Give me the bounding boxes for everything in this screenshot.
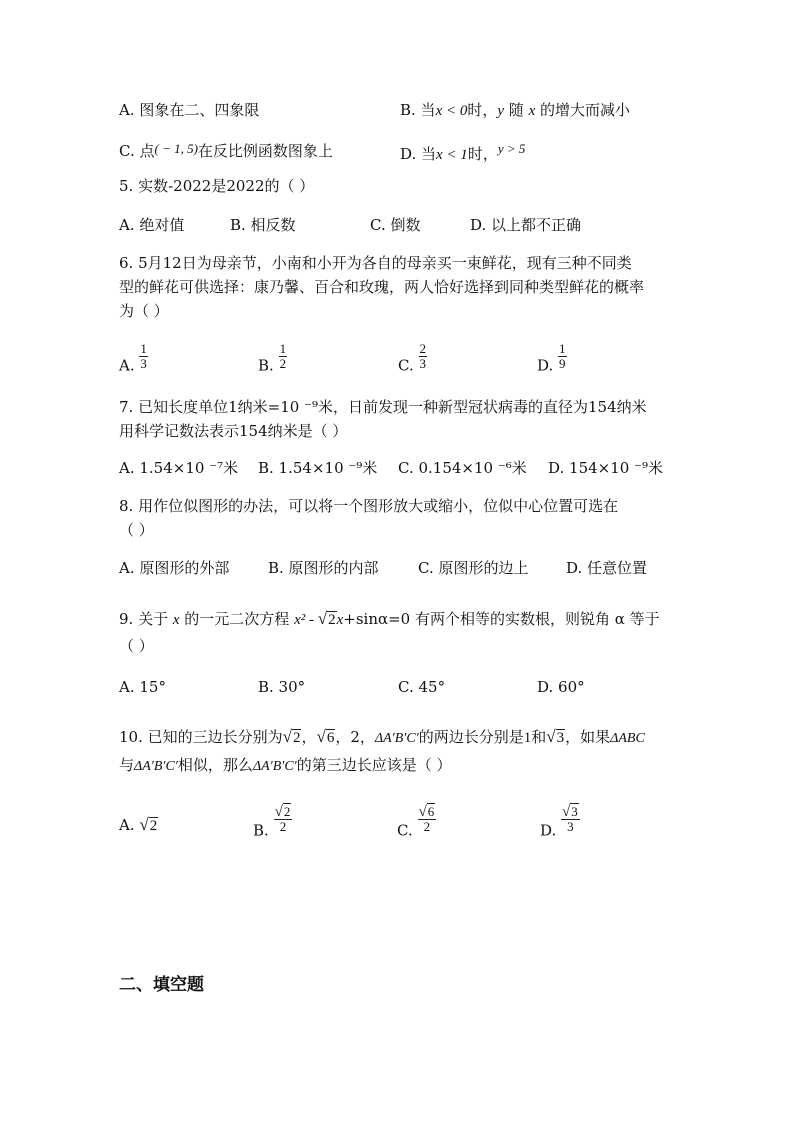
q9-option-d: D. 60° xyxy=(537,678,585,696)
fraction-denominator: 3 xyxy=(567,819,574,834)
q9-variable-x: x xyxy=(172,612,180,628)
q6-option-b-fraction xyxy=(279,342,288,371)
numerator-radicand: 3 xyxy=(571,804,578,819)
q10-option-d-fraction xyxy=(561,805,580,834)
q4-option-d-prefix: D. 当 xyxy=(400,145,437,163)
q10-triangle-1: ΔA′B′C′ xyxy=(374,731,419,746)
fraction-numerator: 2 xyxy=(419,341,426,356)
q4-option-b xyxy=(400,100,630,121)
q10-stem-line2 xyxy=(119,755,452,777)
q10-sep2: ，2， xyxy=(335,728,375,746)
q4-option-a-text: A. 图象在二、四象限 xyxy=(119,101,260,119)
q5-stem: 5. 实数-2022是2022的（ ） xyxy=(119,177,315,195)
q10-mid: 的两边长分别是 xyxy=(418,728,524,746)
q10-line2-prefix: 与 xyxy=(119,756,135,774)
q4-option-d-math: x < 1 xyxy=(436,147,468,163)
q7-option-c: C. 0.154×10 ⁻⁶米 xyxy=(398,459,527,477)
q9-equation-part3: +sinα=0 xyxy=(343,610,411,628)
q6-option-d-label: D. xyxy=(537,356,554,375)
q10-option-b-fraction xyxy=(274,805,293,834)
q9-option-b: B. 30° xyxy=(258,678,306,696)
q10-mid2: ，如果 xyxy=(565,728,611,746)
q4-option-b-math: x < 0 xyxy=(435,103,468,119)
q8-option-c: C. 原图形的边上 xyxy=(418,559,529,577)
q6-option-c-fraction xyxy=(419,342,428,371)
q9-prefix: 9. 关于 xyxy=(119,610,173,628)
numerator-radicand: 6 xyxy=(427,804,435,819)
q4-option-b-prefix: B. 当 xyxy=(400,101,436,119)
q8-option-a: A. 原图形的外部 xyxy=(119,559,230,577)
fraction-denominator: 3 xyxy=(140,356,147,371)
q10-option-a-sqrt: √2 xyxy=(139,815,158,834)
q6-option-a-fraction xyxy=(139,342,148,371)
q6-option-a-label: A. xyxy=(119,356,135,375)
q4-option-d-mid: 时， xyxy=(467,145,498,163)
q10-line2-suffix: 的第三边长应该是（ ） xyxy=(296,756,452,774)
fraction-numerator xyxy=(418,805,437,820)
q10-prefix: 10. 已知的三边长分别为 xyxy=(119,728,283,746)
q4-option-c xyxy=(119,139,333,161)
q10-sqrt-3: √3 xyxy=(546,727,565,746)
fraction-denominator: 2 xyxy=(279,356,287,371)
q10-option-a xyxy=(119,815,158,836)
q6-stem-line3: 为（ ） xyxy=(119,302,169,320)
q6-option-b-label: B. xyxy=(258,356,274,375)
q4-option-b-y: y xyxy=(497,103,505,119)
fraction-denominator: 2 xyxy=(279,819,287,834)
q4-option-d xyxy=(400,139,525,165)
q9-equation-part2: x xyxy=(336,612,344,628)
q10-option-a-radicand: 2 xyxy=(149,818,158,834)
fraction-numerator xyxy=(274,805,293,820)
q10-sqrt-2: √6 xyxy=(316,727,335,746)
q10-triangle-2: ΔABC xyxy=(610,731,645,746)
q7-option-a: A. 1.54×10 ⁻⁷米 xyxy=(119,459,239,477)
q10-option-b-label: B. xyxy=(253,821,269,840)
fraction-numerator: 1 xyxy=(559,341,566,356)
q10-triangle-3: ΔA′B′C′ xyxy=(134,759,178,774)
q6-option-d-fraction xyxy=(558,342,567,371)
q6-option-c-label: C. xyxy=(398,356,414,375)
q10-option-a-label: A. xyxy=(119,816,135,834)
fraction-numerator: 1 xyxy=(279,341,287,356)
q9-equation-part1: x² - xyxy=(294,612,318,628)
q8-option-b: B. 原图形的内部 xyxy=(268,559,379,577)
q10-one: 1 xyxy=(523,730,532,746)
q9-stem-line2: （ ） xyxy=(119,637,154,655)
numerator-sqrt: √6 xyxy=(418,804,435,820)
q9-option-a: A. 15° xyxy=(119,678,166,696)
q10-option-c xyxy=(397,805,436,841)
q6-stem-line1: 6. 5月12日为母亲节，小南和小开为各自的母亲买一束鲜花，现有三种不同类 xyxy=(119,254,632,272)
q6-option-b xyxy=(258,342,287,376)
q5-option-a: A. 绝对值 xyxy=(119,216,185,234)
q4-option-b-mid: 时， xyxy=(467,101,498,119)
q5-option-b: B. 相反数 xyxy=(230,216,296,234)
q8-stem-line2: （ ） xyxy=(119,521,154,539)
q4-option-b-mid2: 随 xyxy=(504,101,529,119)
q9-suffix: 有两个相等的实数根，则锐角 α 等于 xyxy=(410,610,660,628)
q10-option-c-fraction xyxy=(418,805,437,834)
q9-sqrt: √2 xyxy=(317,609,336,628)
numerator-radicand: 2 xyxy=(283,804,291,819)
q4-option-b-x: x xyxy=(528,103,536,119)
q10-radicand-2: 6 xyxy=(326,730,335,746)
q10-triangle-4: ΔA′B′C′ xyxy=(252,759,297,774)
numerator-sqrt: √2 xyxy=(274,804,291,820)
q10-radicand-3: 3 xyxy=(556,730,565,746)
q8-option-d: D. 任意位置 xyxy=(566,559,648,577)
q4-option-c-point: ( − 1, 5) xyxy=(154,141,198,156)
fraction-denominator: 9 xyxy=(559,356,566,371)
q9-radicand: 2 xyxy=(328,612,336,628)
q10-option-b xyxy=(253,805,292,841)
q7-stem-line2: 用科学记数法表示154纳米是（ ） xyxy=(119,422,348,440)
q10-option-d xyxy=(540,805,580,841)
fraction-numerator: 1 xyxy=(140,341,147,356)
q7-stem-line1: 7. 已知长度单位1纳米=10 ⁻⁹米，日前发现一种新型冠状病毒的直径为154纳米 xyxy=(119,398,647,416)
fraction-denominator: 3 xyxy=(419,356,426,371)
q4-option-c-suffix: 在反比例函数图象上 xyxy=(197,142,333,160)
q4-option-c-prefix: C. 点 xyxy=(119,142,155,160)
q10-option-d-label: D. xyxy=(540,821,557,840)
numerator-sqrt: √3 xyxy=(562,804,578,820)
q10-sqrt-1: √2 xyxy=(282,727,301,746)
q10-line2-mid: 相似，那么 xyxy=(177,756,253,774)
q6-option-c xyxy=(398,342,427,376)
q4-option-b-suffix: 的增大而减小 xyxy=(535,101,631,119)
q10-stem-line1 xyxy=(119,727,645,749)
q10-sep1: ， xyxy=(301,728,317,746)
q8-stem-line1: 8. 用作位似图形的办法，可以将一个图形放大或缩小，位似中心位置可选在 xyxy=(119,497,619,515)
fraction-numerator xyxy=(561,805,580,820)
q4-option-d-inequality: y > 5 xyxy=(497,141,526,156)
q6-option-d xyxy=(537,342,567,376)
q10-radicand-1: 2 xyxy=(292,730,301,746)
q5-option-d: D. 以上都不正确 xyxy=(470,216,582,234)
q9-mid: 的一元二次方程 xyxy=(179,610,295,628)
q6-stem-line2: 型的鲜花可供选择：康乃馨、百合和玫瑰，两人恰好选择到同种类型鲜花的概率 xyxy=(119,278,645,296)
q9-stem-line1 xyxy=(119,609,660,630)
q10-option-c-label: C. xyxy=(397,821,413,840)
q4-option-a xyxy=(119,100,259,120)
fraction-denominator: 2 xyxy=(423,819,431,834)
q5-option-c: C. 倒数 xyxy=(370,216,421,234)
q9-option-c: C. 45° xyxy=(398,678,446,696)
q10-and: 和 xyxy=(531,728,547,746)
q7-option-b: B. 1.54×10 ⁻⁹米 xyxy=(258,459,378,477)
q6-option-a xyxy=(119,342,148,376)
section-heading: 二、填空题 xyxy=(119,975,204,995)
q7-option-d: D. 154×10 ⁻⁹米 xyxy=(548,459,664,477)
